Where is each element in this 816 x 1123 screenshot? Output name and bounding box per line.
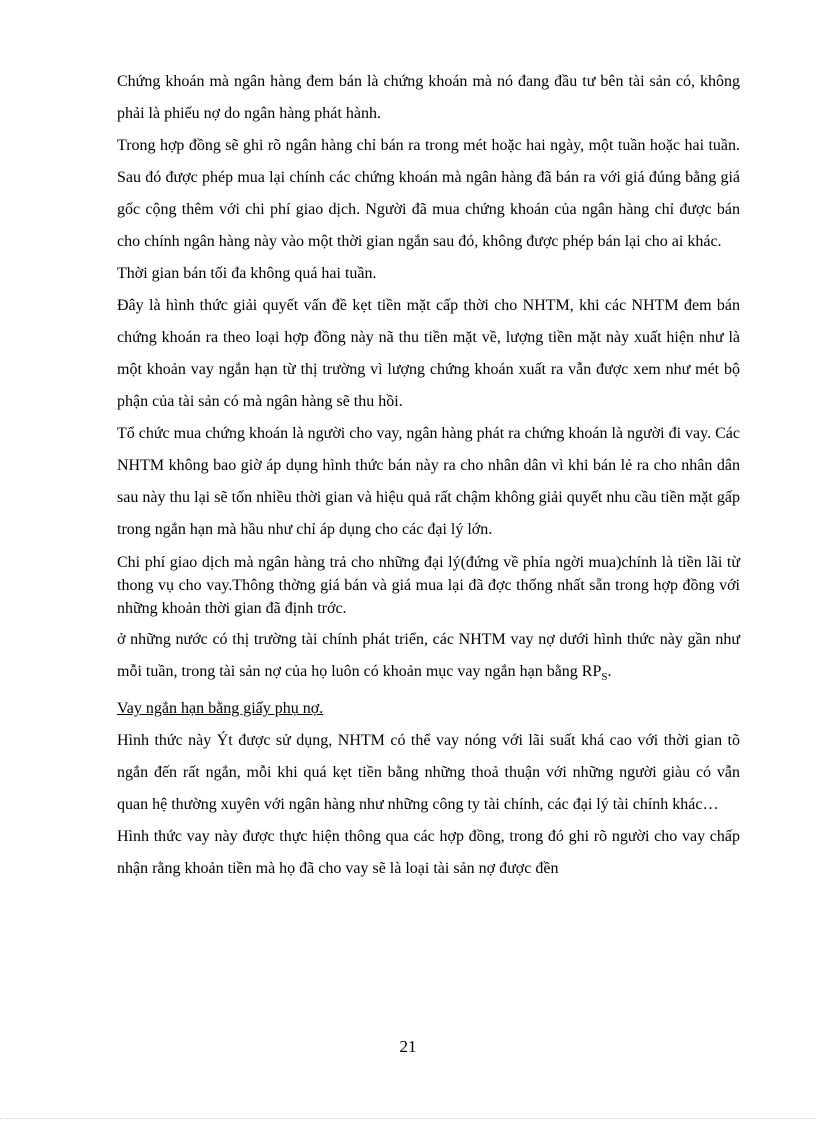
paragraph-1: Chứng khoán mà ngân hàng đem bán là chứng khoán mà nó đang đầu tư bên tài sản có, không phải là phiếu nợ do ngân hàng phát hành.: [117, 73, 740, 122]
paragraph-2: Trong hợp đồng sẽ ghi rõ ngân hàng chỉ bán ra trong mét hoặc hai ngày, một tuần hoặc hai tuần. Sau đó được phép mua lại chính các chứng khoán mà ngân hàng đã bán ra với giá đúng bằng giá gốc cộng thêm với chi phí giao dịch. Người đã mua chứng khoán của ngân hàng chỉ được bán cho chính ngân hàng này vào một thời gian ngắn sau đó, không được phép bán lại cho ai khác.: [117, 137, 740, 250]
paragraph-6: Chi phí giao dịch mà ngân hàng trả cho những đại lý(đứng về phía ngời mua)chính là tiền lãi từ thong vụ cho vay.Thông thờng giá bán và giá mua lại đã đợc thống nhất sẵn trong hợp đồng với những khoản thời gian đã định trớc.: [117, 554, 740, 617]
rp-subscript: S: [601, 671, 608, 684]
document-body: [117, 66, 740, 885]
paragraph-8: Hình thức này Ýt được sử dụng, NHTM có thể vay nóng với lãi suất khá cao với thời gian tõ ngắn đến rất ngắn, mỗi khi quá kẹt tiền bằng những thoả thuận với những người giàu có vẫn quan hệ thường xuyên với ngân hàng như những công ty tài chính, các đại lý tài chính khác…: [117, 732, 740, 814]
footer-divider: [0, 1118, 816, 1119]
paragraph-9: Hình thức vay này được thực hiện thông qua các hợp đồng, trong đó ghi rõ người cho vay chấp nhận rằng khoản tiền mà họ đã cho vay sẽ là loại tài sản nợ được đền: [117, 828, 740, 878]
rp-period: .: [607, 663, 612, 680]
section-heading: Vay ngắn hạn bằng giấy phụ nợ.: [117, 700, 324, 718]
paragraph-4: Đây là hình thức giải quyết vấn đề kẹt tiền mặt cấp thời cho NHTM, khi các NHTM đem bán chứng khoán ra theo loại hợp đồng này nã thu tiền mặt về, lượng tiền mặt này xuất hiện như là một khoản vay ngắn hạn từ thị trường vì lượng chứng khoán xuất ra vẫn được xem như mét bộ phận của tài sản có mà ngân hàng sẽ thu hồi.: [117, 297, 740, 410]
paragraph-7-text: ở những nước có thị trường tài chính phát triển, các NHTM vay nợ dưới hình thức này gần như mỗi tuần, trong tài sản nợ của họ luôn có khoản mục vay ngắn hạn bằng RP: [117, 631, 740, 680]
page-number: 21: [399, 1037, 417, 1056]
paragraph-7: [117, 624, 740, 693]
paragraph-5: Tổ chức mua chứng khoán là người cho vay, ngân hàng phát ra chứng khoán là người đi vay. Các NHTM không bao giờ áp dụng hình thức bán này ra cho nhân dân vì khi bán lẻ ra cho nhân dân sau này thu lại sẽ tốn nhiều thời gian và hiệu quả rất chậm không giải quyết nhu cầu tiền mặt gấp trong ngắn hạn mà hầu như chỉ áp dụng cho các đại lý lớn.: [117, 425, 740, 538]
paragraph-3: Thời gian bán tối đa không quá hai tuần.: [117, 265, 377, 282]
